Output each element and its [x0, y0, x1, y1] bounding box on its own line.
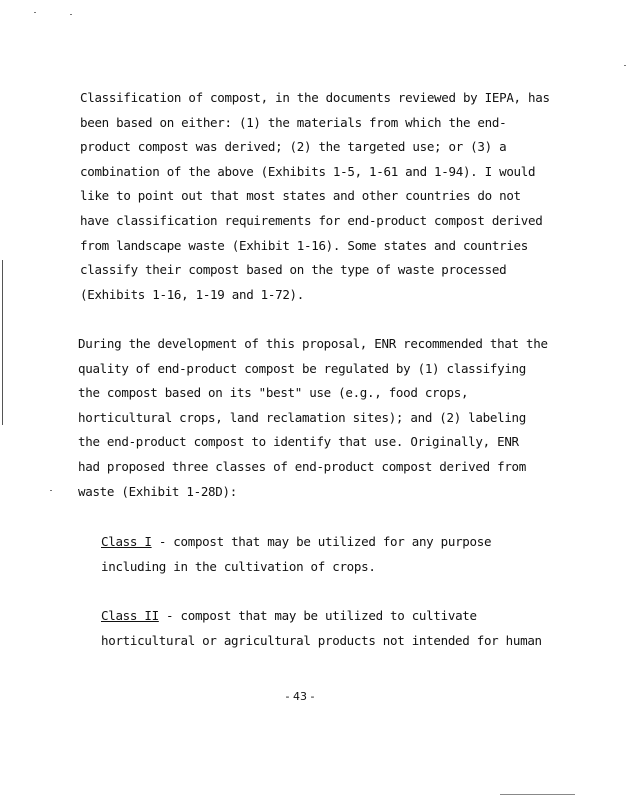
- text-line: product compost was derived; (2) the targeted use; or (3) a: [80, 139, 507, 155]
- paragraph-development: [78, 332, 548, 504]
- class-one-label: Class I: [101, 534, 152, 549]
- text-line: have classification requirements for end-product compost derived: [80, 212, 543, 228]
- class-two-label: Class II: [101, 608, 159, 623]
- class-one-definition: [101, 530, 491, 579]
- page-number: - 43 -: [285, 690, 315, 703]
- scan-speck: [34, 12, 36, 13]
- text-line: Classification of compost, in the documents reviewed by IEPA, has: [80, 90, 550, 105]
- text-line: combination of the above (Exhibits 1-5, 1-61 and 1-94). I would: [80, 163, 536, 179]
- bottom-scan-rule: [500, 794, 575, 795]
- scan-speck: [50, 490, 52, 491]
- text-line: (Exhibits 1-16, 1-19 and 1-72).: [80, 286, 304, 302]
- text-line: [101, 530, 491, 555]
- text-line: including in the cultivation of crops.: [101, 558, 376, 574]
- paragraph-classification: [80, 86, 550, 307]
- scan-speck: [624, 65, 626, 66]
- class-two-definition: [101, 604, 542, 653]
- text-line: the end-product compost to identify that use. Originally, ENR: [78, 434, 519, 450]
- text-line: had proposed three classes of end-product compost derived from: [78, 458, 526, 474]
- text-line: horticultural crops, land reclamation sites); and (2) labeling: [78, 409, 526, 425]
- text-line: the compost based on its "best" use (e.g., food crops,: [78, 385, 469, 401]
- text-line: like to point out that most states and other countries do not: [80, 188, 521, 204]
- text-line: been based on either: (1) the materials from which the end-: [80, 114, 507, 130]
- scan-speck: [70, 14, 72, 15]
- class-one-text: - compost that may be utilized for any purpose: [151, 534, 492, 549]
- text-line: from landscape waste (Exhibit 1-16). Some states and countries: [80, 237, 528, 253]
- text-line: [101, 604, 542, 629]
- text-line: During the development of this proposal, ENR recommended that the: [78, 336, 548, 351]
- text-line: quality of end-product compost be regulated by (1) classifying: [78, 360, 526, 376]
- text-line: waste (Exhibit 1-28D):: [78, 483, 237, 499]
- class-two-text: - compost that may be utilized to cultivate: [158, 608, 477, 623]
- margin-scan-line: [2, 260, 3, 425]
- text-line: classify their compost based on the type of waste processed: [80, 262, 507, 278]
- text-line: horticultural or agricultural products not intended for human: [101, 632, 542, 648]
